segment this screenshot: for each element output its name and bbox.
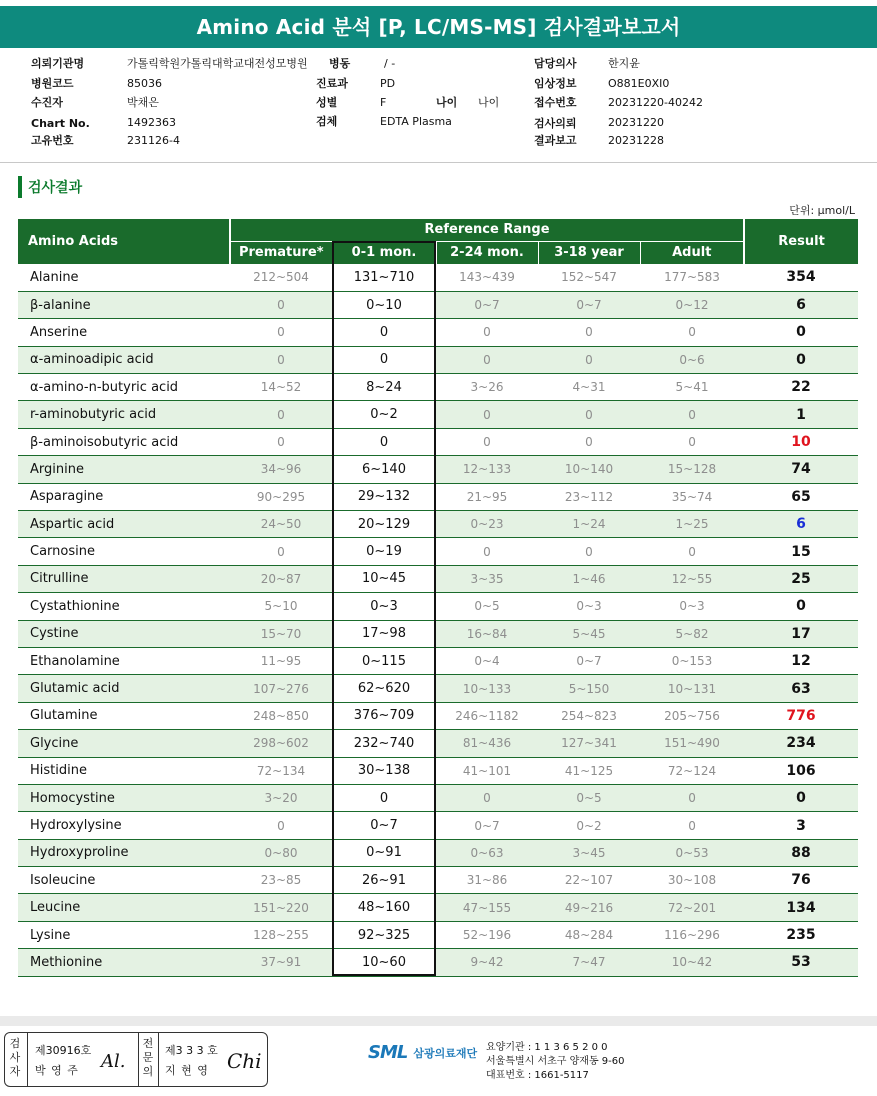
table-row <box>18 921 858 948</box>
table-row <box>18 264 858 291</box>
amino-acid-name: Alanine <box>18 264 230 291</box>
reference-y3-18: 0~5 <box>538 784 640 811</box>
sign-divider <box>27 1033 28 1086</box>
result-value: 12 <box>744 647 858 674</box>
reference-adult: 5~41 <box>640 374 744 401</box>
amino-acid-name: Arginine <box>18 456 230 483</box>
reference-m2-24: 0~63 <box>436 839 538 866</box>
code-label: 병원코드 <box>31 77 74 90</box>
reference-premature: 0 <box>230 538 332 565</box>
amino-acid-name: Cystine <box>18 620 230 647</box>
report-value: 20231228 <box>608 134 664 147</box>
reference-premature: 14~52 <box>230 374 332 401</box>
section-marker <box>18 176 22 198</box>
reference-m2-24: 0~23 <box>436 511 538 538</box>
logo-mark: SML <box>368 1042 408 1063</box>
receipt-label: 접수번호 <box>534 96 577 109</box>
sml-logo <box>368 1042 477 1063</box>
examiner-signature: Al. <box>101 1051 126 1072</box>
reference-premature: 0 <box>230 346 332 373</box>
reference-adult: 0 <box>640 428 744 455</box>
patient-value: 박채은 <box>127 96 159 109</box>
table-row <box>18 511 858 538</box>
table-row <box>18 456 858 483</box>
reference-m2-24: 0 <box>436 401 538 428</box>
reference-y3-18: 0~7 <box>538 291 640 318</box>
reference-adult: 10~131 <box>640 675 744 702</box>
reference-m2-24: 41~101 <box>436 757 538 784</box>
examiner-license: 제30916호 <box>35 1044 92 1057</box>
reference-m0-1: 232~740 <box>332 730 436 757</box>
reference-adult: 0 <box>640 784 744 811</box>
reference-adult: 177~583 <box>640 264 744 291</box>
reference-m0-1: 48~160 <box>332 894 436 921</box>
code-value: 85036 <box>127 77 162 90</box>
reference-premature: 20~87 <box>230 565 332 592</box>
doctor-label: 담당의사 <box>534 57 577 70</box>
reference-premature: 151~220 <box>230 894 332 921</box>
specialist-signature: Chi <box>227 1049 262 1073</box>
reference-y3-18: 0~2 <box>538 812 640 839</box>
reference-m0-1: 0 <box>332 346 436 373</box>
amino-acid-name: Asparagine <box>18 483 230 510</box>
result-value: 25 <box>744 565 858 592</box>
result-value: 234 <box>744 730 858 757</box>
reference-premature: 37~91 <box>230 949 332 976</box>
reference-y3-18: 7~47 <box>538 949 640 976</box>
reference-premature: 3~20 <box>230 784 332 811</box>
reference-adult: 205~756 <box>640 702 744 729</box>
result-value: 6 <box>744 291 858 318</box>
reference-m2-24: 47~155 <box>436 894 538 921</box>
amino-acid-name: Methionine <box>18 949 230 976</box>
reference-m2-24: 81~436 <box>436 730 538 757</box>
reference-adult: 12~55 <box>640 565 744 592</box>
reference-premature: 15~70 <box>230 620 332 647</box>
reference-m2-24: 0 <box>436 319 538 346</box>
amino-acid-name: β-aminoisobutyric acid <box>18 428 230 455</box>
result-value: 0 <box>744 784 858 811</box>
reference-y3-18: 22~107 <box>538 867 640 894</box>
reference-y3-18: 0~7 <box>538 647 640 674</box>
section-header <box>18 176 82 198</box>
reference-m0-1: 0 <box>332 428 436 455</box>
table-row <box>18 483 858 510</box>
reference-adult: 5~82 <box>640 620 744 647</box>
result-value: 22 <box>744 374 858 401</box>
header-premature: Premature* <box>230 241 332 264</box>
reference-adult: 30~108 <box>640 867 744 894</box>
result-value: 6 <box>744 511 858 538</box>
result-value: 53 <box>744 949 858 976</box>
age-value: 나이 <box>478 96 500 109</box>
results-table <box>18 219 858 977</box>
reference-y3-18: 48~284 <box>538 921 640 948</box>
reference-premature: 0 <box>230 428 332 455</box>
reference-m2-24: 12~133 <box>436 456 538 483</box>
report-label: 결과보고 <box>534 134 577 147</box>
reference-adult: 151~490 <box>640 730 744 757</box>
ward-label: 병동 <box>329 57 351 70</box>
reference-m2-24: 0~7 <box>436 812 538 839</box>
reference-m0-1: 0 <box>332 784 436 811</box>
reference-m0-1: 26~91 <box>332 867 436 894</box>
reference-premature: 72~134 <box>230 757 332 784</box>
table-row <box>18 702 858 729</box>
examiner-name: 박 영 주 <box>35 1064 79 1077</box>
reference-premature: 24~50 <box>230 511 332 538</box>
header-2-24-mon: 2-24 mon. <box>436 241 538 264</box>
table-row <box>18 757 858 784</box>
table-row <box>18 647 858 674</box>
reference-m0-1: 17~98 <box>332 620 436 647</box>
amino-acid-name: Homocystine <box>18 784 230 811</box>
amino-acid-name: Glycine <box>18 730 230 757</box>
reference-m2-24: 143~439 <box>436 264 538 291</box>
reference-y3-18: 49~216 <box>538 894 640 921</box>
reference-premature: 5~10 <box>230 593 332 620</box>
reference-m2-24: 0 <box>436 346 538 373</box>
reference-y3-18: 0~3 <box>538 593 640 620</box>
header-0-1-mon: 0-1 mon. <box>332 241 436 264</box>
result-value: 106 <box>744 757 858 784</box>
amino-acid-name: Ethanolamine <box>18 647 230 674</box>
result-value: 17 <box>744 620 858 647</box>
reference-y3-18: 41~125 <box>538 757 640 784</box>
reference-m0-1: 0~10 <box>332 291 436 318</box>
unique-label: 고유번호 <box>31 134 74 147</box>
reference-m0-1: 20~129 <box>332 511 436 538</box>
reference-y3-18: 0 <box>538 428 640 455</box>
amino-acid-name: Hydroxyproline <box>18 839 230 866</box>
age-label: 나이 <box>436 96 458 109</box>
table-row <box>18 401 858 428</box>
reference-premature: 107~276 <box>230 675 332 702</box>
reference-m0-1: 376~709 <box>332 702 436 729</box>
reference-m0-1: 131~710 <box>332 264 436 291</box>
reference-m2-24: 16~84 <box>436 620 538 647</box>
sign-divider <box>138 1033 139 1086</box>
dept-label: 진료과 <box>316 77 348 90</box>
unit-label: 단위: µmol/L <box>789 204 855 217</box>
reference-m0-1: 0 <box>332 319 436 346</box>
reference-m0-1: 10~45 <box>332 565 436 592</box>
amino-acid-name: Glutamic acid <box>18 675 230 702</box>
doctor-value: 한지윤 <box>608 57 640 70</box>
reference-adult: 35~74 <box>640 483 744 510</box>
reference-y3-18: 0 <box>538 346 640 373</box>
request-value: 20231220 <box>608 116 664 129</box>
reference-premature: 23~85 <box>230 867 332 894</box>
chart-value: 1492363 <box>127 116 176 129</box>
result-value: 76 <box>744 867 858 894</box>
header-adult: Adult <box>640 241 744 264</box>
reference-adult: 72~124 <box>640 757 744 784</box>
reference-premature: 0 <box>230 401 332 428</box>
hospital-value: 가톨릭학원가톨릭대학교대전성모병원 <box>127 57 308 70</box>
result-value: 88 <box>744 839 858 866</box>
reference-m0-1: 29~132 <box>332 483 436 510</box>
reference-m0-1: 0~2 <box>332 401 436 428</box>
reference-premature: 34~96 <box>230 456 332 483</box>
reference-premature: 0 <box>230 291 332 318</box>
hospital-label: 의뢰기관명 <box>31 57 85 70</box>
result-value: 0 <box>744 319 858 346</box>
amino-acid-name: Glutamine <box>18 702 230 729</box>
reference-premature: 298~602 <box>230 730 332 757</box>
header-result: Result <box>744 219 858 264</box>
reference-adult: 0 <box>640 538 744 565</box>
table-row <box>18 675 858 702</box>
reference-premature: 0 <box>230 812 332 839</box>
reference-m0-1: 62~620 <box>332 675 436 702</box>
header-3-18-year: 3-18 year <box>538 241 640 264</box>
reference-m2-24: 3~35 <box>436 565 538 592</box>
org-phone: 대표번호 : 1661-5117 <box>486 1070 589 1081</box>
amino-acid-name: Histidine <box>18 757 230 784</box>
table-row <box>18 730 858 757</box>
reference-premature: 11~95 <box>230 647 332 674</box>
reference-y3-18: 0 <box>538 401 640 428</box>
amino-acid-name: α-amino-n-butyric acid <box>18 374 230 401</box>
result-value: 65 <box>744 483 858 510</box>
result-value: 3 <box>744 812 858 839</box>
reference-adult: 72~201 <box>640 894 744 921</box>
amino-acid-name: Isoleucine <box>18 867 230 894</box>
table-row <box>18 538 858 565</box>
amino-acid-name: r-aminobutyric acid <box>18 401 230 428</box>
reference-m0-1: 0~19 <box>332 538 436 565</box>
reference-adult: 0 <box>640 319 744 346</box>
reference-m2-24: 3~26 <box>436 374 538 401</box>
unique-value: 231126-4 <box>127 134 180 147</box>
dept-value: PD <box>380 77 396 90</box>
table-row <box>18 428 858 455</box>
reference-m0-1: 10~60 <box>332 949 436 976</box>
amino-acid-name: Anserine <box>18 319 230 346</box>
amino-acid-name: Cystathionine <box>18 593 230 620</box>
info-divider <box>0 162 877 163</box>
specimen-value: EDTA Plasma <box>380 115 452 128</box>
reference-adult: 10~42 <box>640 949 744 976</box>
amino-acid-name: Aspartic acid <box>18 511 230 538</box>
report-title: Amino Acid 분석 [P, LC/MS-MS] 검사결과보고서 <box>0 6 877 48</box>
table-row <box>18 949 858 976</box>
reference-y3-18: 0 <box>538 319 640 346</box>
receipt-value: 20231220-40242 <box>608 96 703 109</box>
reference-m2-24: 9~42 <box>436 949 538 976</box>
header-amino-acids: Amino Acids <box>18 219 230 264</box>
reference-y3-18: 254~823 <box>538 702 640 729</box>
reference-m2-24: 246~1182 <box>436 702 538 729</box>
reference-m0-1: 6~140 <box>332 456 436 483</box>
result-value: 354 <box>744 264 858 291</box>
chart-label: Chart No. <box>31 117 90 130</box>
reference-m0-1: 0~3 <box>332 593 436 620</box>
result-value: 0 <box>744 593 858 620</box>
reference-m2-24: 0~5 <box>436 593 538 620</box>
reference-m2-24: 0~4 <box>436 647 538 674</box>
table-row <box>18 593 858 620</box>
specialist-license: 제3 3 3 호 <box>165 1044 218 1057</box>
reference-adult: 0~6 <box>640 346 744 373</box>
reference-y3-18: 5~150 <box>538 675 640 702</box>
reference-y3-18: 3~45 <box>538 839 640 866</box>
table-row <box>18 565 858 592</box>
table-row <box>18 784 858 811</box>
reference-premature: 0 <box>230 319 332 346</box>
reference-y3-18: 23~112 <box>538 483 640 510</box>
reference-y3-18: 0 <box>538 538 640 565</box>
reference-m0-1: 8~24 <box>332 374 436 401</box>
amino-acid-name: Hydroxylysine <box>18 812 230 839</box>
request-label: 검사의뢰 <box>534 117 577 130</box>
sign-divider <box>158 1033 159 1086</box>
specialist-name: 지 현 영 <box>165 1064 209 1077</box>
reference-premature: 0~80 <box>230 839 332 866</box>
table-row <box>18 894 858 921</box>
org-name: 삼광의료재단 <box>413 1046 478 1060</box>
result-value: 1 <box>744 401 858 428</box>
amino-acid-name: α-aminoadipic acid <box>18 346 230 373</box>
reference-m2-24: 31~86 <box>436 867 538 894</box>
table-row <box>18 346 858 373</box>
section-title: 검사결과 <box>28 180 83 196</box>
reference-adult: 0~12 <box>640 291 744 318</box>
result-value: 134 <box>744 894 858 921</box>
result-value: 15 <box>744 538 858 565</box>
ward-value: / - <box>384 57 396 70</box>
reference-m2-24: 10~133 <box>436 675 538 702</box>
reference-m2-24: 52~196 <box>436 921 538 948</box>
results-body <box>18 264 858 976</box>
table-row <box>18 319 858 346</box>
reference-m2-24: 21~95 <box>436 483 538 510</box>
reference-premature: 248~850 <box>230 702 332 729</box>
result-value: 74 <box>744 456 858 483</box>
sex-label: 성별 <box>316 96 338 109</box>
result-value: 10 <box>744 428 858 455</box>
reference-premature: 128~255 <box>230 921 332 948</box>
amino-acid-name: β-alanine <box>18 291 230 318</box>
reference-m0-1: 0~115 <box>332 647 436 674</box>
result-value: 776 <box>744 702 858 729</box>
reference-adult: 0~3 <box>640 593 744 620</box>
org-code: 요양기관 : 1 1 3 6 5 2 0 0 <box>486 1042 608 1053</box>
signature-box <box>4 1032 268 1087</box>
clinical-label: 임상정보 <box>534 77 577 90</box>
result-value: 235 <box>744 921 858 948</box>
reference-y3-18: 1~46 <box>538 565 640 592</box>
reference-m2-24: 0 <box>436 784 538 811</box>
reference-y3-18: 127~341 <box>538 730 640 757</box>
reference-y3-18: 152~547 <box>538 264 640 291</box>
reference-adult: 0~53 <box>640 839 744 866</box>
patient-label: 수진자 <box>31 96 63 109</box>
table-row <box>18 812 858 839</box>
reference-m0-1: 0~7 <box>332 812 436 839</box>
table-row <box>18 839 858 866</box>
reference-m2-24: 0~7 <box>436 291 538 318</box>
reference-m0-1: 92~325 <box>332 921 436 948</box>
amino-acid-name: Lysine <box>18 921 230 948</box>
specimen-label: 검체 <box>316 115 338 128</box>
clinical-value: O881E0XI0 <box>608 77 670 90</box>
reference-adult: 1~25 <box>640 511 744 538</box>
footer-band <box>0 1016 877 1026</box>
reference-y3-18: 1~24 <box>538 511 640 538</box>
header-reference-range: Reference Range <box>230 219 744 241</box>
reference-adult: 15~128 <box>640 456 744 483</box>
result-value: 63 <box>744 675 858 702</box>
org-info <box>486 1041 625 1083</box>
sex-value: F <box>380 96 387 109</box>
reference-y3-18: 5~45 <box>538 620 640 647</box>
specialist-label: 전 문 의 <box>142 1037 154 1078</box>
amino-acid-name: Carnosine <box>18 538 230 565</box>
reference-adult: 116~296 <box>640 921 744 948</box>
table-row <box>18 620 858 647</box>
amino-acid-name: Leucine <box>18 894 230 921</box>
reference-adult: 0 <box>640 812 744 839</box>
reference-y3-18: 10~140 <box>538 456 640 483</box>
table-row <box>18 374 858 401</box>
examiner-label: 검 사 자 <box>9 1037 21 1078</box>
reference-premature: 212~504 <box>230 264 332 291</box>
reference-adult: 0~153 <box>640 647 744 674</box>
reference-adult: 0 <box>640 401 744 428</box>
org-address: 서울특별시 서초구 양재동 9-60 <box>486 1056 625 1067</box>
reference-m2-24: 0 <box>436 538 538 565</box>
table-row <box>18 291 858 318</box>
reference-m0-1: 30~138 <box>332 757 436 784</box>
reference-m2-24: 0 <box>436 428 538 455</box>
reference-y3-18: 4~31 <box>538 374 640 401</box>
table-row <box>18 867 858 894</box>
reference-m0-1: 0~91 <box>332 839 436 866</box>
result-value: 0 <box>744 346 858 373</box>
reference-premature: 90~295 <box>230 483 332 510</box>
amino-acid-name: Citrulline <box>18 565 230 592</box>
